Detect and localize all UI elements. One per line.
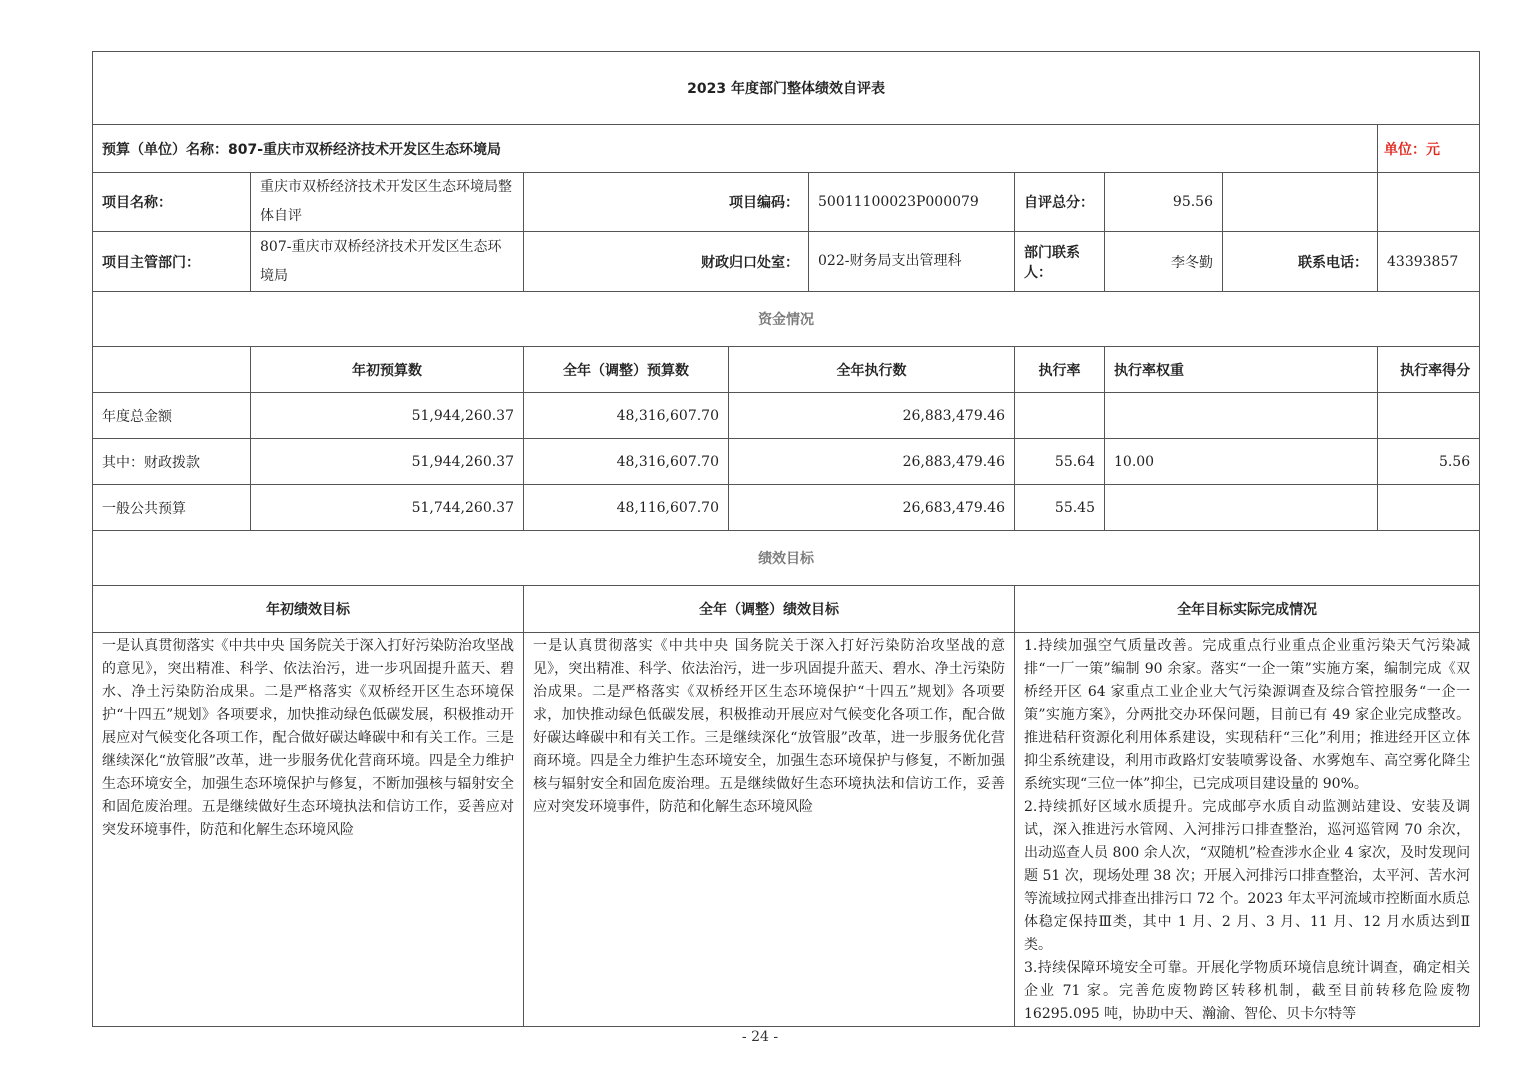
executed-value: 26,683,479.46 [729,485,1015,531]
rate-value: 55.64 [1015,439,1105,485]
unit-label: 单位：元 [1378,125,1480,173]
empty-cell [93,347,251,393]
row-label: 年度总金额 [93,393,251,439]
dept-value: 807-重庆市双桥经济技术开发区生态环境局 [251,232,524,292]
header-initial-goal: 年初绩效目标 [93,586,524,633]
header-actual-completion: 全年目标实际完成情况 [1015,586,1480,633]
header-weight: 执行率权重 [1105,347,1378,393]
page-number: - 24 - [741,1029,779,1045]
page-title: 2023 年度部门整体绩效自评表 [93,52,1480,125]
project-code-value: 50011100023P000079 [809,173,1015,232]
finance-value: 022-财务局支出管理科 [809,232,1015,292]
table-row [93,485,1480,531]
initial-value: 51,944,260.37 [251,393,524,439]
project-name-label: 项目名称： [93,173,251,232]
header-rate: 执行率 [1015,347,1105,393]
header-adjusted-budget: 全年（调整）预算数 [524,347,729,393]
actual-completion-text: 1.持续加强空气质量改善。完成重点行业重点企业重污染天气污染减排“一厂一策”编制 90 余家。落实“一企一策”实施方案，编制完成《双桥经开区 64 家重点工业企业大气污染源调查及综合管控服务“一企一策”实施方案》，分两批交办环保问题，目前已有 49 家企业完成整改。推进秸秆资源化利用体系建设，实现秸秆“三化”利用；推进经开区立体抑尘系统建设，利用市政路灯安装喷雾设备、水雾炮车、高空雾化降尘系统实现“三位一体”抑尘，已完成项目建设量的 90%。 2.持续抓好区域水质提升。完成邮亭水质自动监测站建设、安装及调试，深入推进污水管网、入河排污口排查整治，巡河巡管网 70 余次，出动巡查人员 800 余人次，“双随机”检查涉水企业 4 家次，及时发现问题 51 次，现场处理 38 次；开展入河排污口排查整治，太平河、苦水河等流域拉网式排查出排污口 72 个。2023 年太平河流域市控断面水质总体稳定保持Ⅲ类，其中 1 月、2 月、3 月、11 月、12 月水质达到Ⅱ类。 3.持续保障环境安全可靠。开展化学物质环境信息统计调查，确定相关企业 71 家。完善危废物跨区转移机制，截至目前转移危险废物 16295.095 吨，协助中天、瀚渝、智伦、贝卡尔特等 [1015,633,1480,1027]
executed-value: 26,883,479.46 [729,439,1015,485]
score-label: 自评总分： [1015,173,1105,232]
header-adjusted-goal: 全年（调整）绩效目标 [524,586,1015,633]
score-value: 5.56 [1378,439,1480,485]
header-score: 执行率得分 [1378,347,1480,393]
contact-label: 部门联系人： [1015,232,1105,292]
goals-section-title: 绩效目标 [93,531,1480,586]
empty-cell [1378,173,1480,232]
phone-value: 43393857 [1378,232,1480,292]
phone-label: 联系电话： [1223,232,1378,292]
weight-value: 10.00 [1105,439,1378,485]
row-label: 其中：财政拨款 [93,439,251,485]
header-initial-budget: 年初预算数 [251,347,524,393]
table-row [93,439,1480,485]
empty-cell [1223,173,1378,232]
rate-value [1015,393,1105,439]
budget-unit-label: 预算（单位）名称：807-重庆市双桥经济技术开发区生态环境局 [93,125,1378,173]
score-value [1378,485,1480,531]
initial-value: 51,944,260.37 [251,439,524,485]
score-value [1378,393,1480,439]
initial-goal-text: 一是认真贯彻落实《中共中央 国务院关于深入打好污染防治攻坚战的意见》，突出精准、科学、依法治污，进一步巩固提升蓝天、碧水、净土污染防治成果。二是严格落实《双桥经开区生态环境保护“十四五”规划》各项要求，加快推动绿色低碳发展，积极推动开展应对气候变化各项工作，配合做好碳达峰碳中和有关工作。三是继续深化“放管服”改革，进一步服务优化营商环境。四是全力维护生态环境安全，加强生态环境保护与修复，不断加强核与辐射安全和固危废治理。五是继续做好生态环境执法和信访工作，妥善应对突发环境事件，防范和化解生态环境风险 [93,633,524,1027]
weight-value [1105,393,1378,439]
table-row [93,393,1480,439]
finance-label: 财政归口处室： [524,232,809,292]
adjusted-value: 48,316,607.70 [524,393,729,439]
weight-value [1105,485,1378,531]
adjusted-value: 48,116,607.70 [524,485,729,531]
performance-table [92,51,1480,1027]
score-value: 95.56 [1105,173,1223,232]
project-code-label: 项目编码： [524,173,809,232]
funds-section-title: 资金情况 [93,292,1480,347]
executed-value: 26,883,479.46 [729,393,1015,439]
initial-value: 51,744,260.37 [251,485,524,531]
adjusted-goal-text: 一是认真贯彻落实《中共中央 国务院关于深入打好污染防治攻坚战的意见》，突出精准、科学、依法治污，进一步巩固提升蓝天、碧水、净土污染防治成果。二是严格落实《双桥经开区生态环境保护“十四五”规划》各项要求，加快推动绿色低碳发展，积极推动开展应对气候变化各项工作，配合做好碳达峰碳中和有关工作。三是继续深化“放管服”改革，进一步服务优化营商环境。四是全力维护生态环境安全，加强生态环境保护与修复，不断加强核与辐射安全和固危废治理。五是继续做好生态环境执法和信访工作，妥善应对突发环境事件，防范和化解生态环境风险 [524,633,1015,1027]
project-name-value: 重庆市双桥经济技术开发区生态环境局整体自评 [251,173,524,232]
row-label: 一般公共预算 [93,485,251,531]
dept-label: 项目主管部门： [93,232,251,292]
adjusted-value: 48,316,607.70 [524,439,729,485]
header-executed: 全年执行数 [729,347,1015,393]
rate-value: 55.45 [1015,485,1105,531]
contact-value: 李冬勤 [1105,232,1223,292]
